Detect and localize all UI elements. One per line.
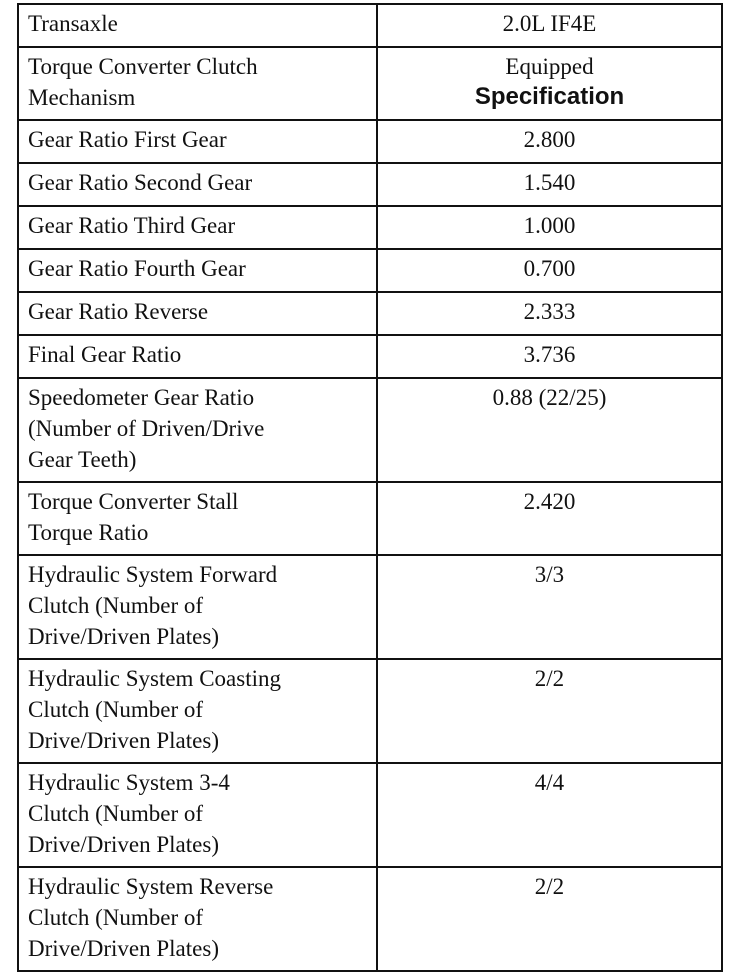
label-line: Torque Ratio <box>28 520 149 545</box>
label-line: Torque Converter Clutch <box>28 54 258 79</box>
label-line: Transaxle <box>28 11 118 36</box>
table-row <box>18 206 722 249</box>
label-line: Drive/Driven Plates) <box>28 728 219 753</box>
label-cell <box>18 482 377 555</box>
table-row <box>18 249 722 292</box>
value-line: 3.736 <box>523 342 576 367</box>
label-cell <box>18 249 377 292</box>
label-line: Speedometer Gear Ratio <box>28 385 255 410</box>
label-line: Clutch (Number of <box>28 593 204 618</box>
value-cell <box>377 47 722 120</box>
label-line: Hydraulic System Coasting <box>28 666 281 691</box>
label-cell <box>18 4 377 47</box>
table-row <box>18 555 722 659</box>
table-row <box>18 763 722 867</box>
label-line: Drive/Driven Plates) <box>28 832 219 857</box>
value-line: 2.800 <box>523 127 576 152</box>
value-line: 4/4 <box>534 770 565 795</box>
table-row <box>18 4 722 47</box>
label-line: Gear Ratio Third Gear <box>28 213 236 238</box>
specification-heading: Specification <box>474 83 625 110</box>
value-cell <box>377 378 722 482</box>
label-line: Mechanism <box>28 85 136 110</box>
table-row <box>18 335 722 378</box>
value-line: 2.333 <box>523 299 576 324</box>
label-cell <box>18 555 377 659</box>
value-line: 2.420 <box>523 489 576 514</box>
value-line: 2.0L IF4E <box>502 11 597 36</box>
table-row <box>18 378 722 482</box>
value-cell <box>377 867 722 971</box>
value-line: 1.000 <box>523 213 576 238</box>
table-row <box>18 292 722 335</box>
table-row <box>18 867 722 971</box>
label-line: Drive/Driven Plates) <box>28 936 219 961</box>
transaxle-spec-table <box>17 3 723 972</box>
label-line: Final Gear Ratio <box>28 342 182 367</box>
value-cell <box>377 120 722 163</box>
label-line: Drive/Driven Plates) <box>28 624 219 649</box>
label-line: Hydraulic System Reverse <box>28 874 274 899</box>
label-cell <box>18 763 377 867</box>
label-cell <box>18 47 377 120</box>
label-cell <box>18 292 377 335</box>
table-row <box>18 659 722 763</box>
value-cell <box>377 163 722 206</box>
value-cell <box>377 555 722 659</box>
label-cell <box>18 378 377 482</box>
label-line: Hydraulic System Forward <box>28 562 278 587</box>
label-cell <box>18 120 377 163</box>
label-line: Clutch (Number of <box>28 801 204 826</box>
label-cell <box>18 867 377 971</box>
table-row <box>18 163 722 206</box>
value-line: 1.540 <box>523 170 576 195</box>
value-line: 0.700 <box>523 256 576 281</box>
label-line: (Number of Driven/Drive <box>28 416 265 441</box>
value-cell <box>377 335 722 378</box>
value-cell <box>377 206 722 249</box>
value-cell <box>377 482 722 555</box>
label-line: Torque Converter Stall <box>28 489 239 514</box>
label-line: Gear Ratio Reverse <box>28 299 209 324</box>
label-line: Gear Ratio First Gear <box>28 127 227 152</box>
value-cell <box>377 659 722 763</box>
label-line: Hydraulic System 3-4 <box>28 770 230 795</box>
label-line: Clutch (Number of <box>28 905 204 930</box>
table-row <box>18 47 722 120</box>
label-cell <box>18 335 377 378</box>
value-line: 2/2 <box>534 874 565 899</box>
value-cell <box>377 4 722 47</box>
value-cell <box>377 292 722 335</box>
value-cell <box>377 763 722 867</box>
value-cell <box>377 249 722 292</box>
label-cell <box>18 163 377 206</box>
value-line: 2/2 <box>534 666 565 691</box>
label-cell <box>18 206 377 249</box>
label-line: Clutch (Number of <box>28 697 204 722</box>
table-row <box>18 120 722 163</box>
label-line: Gear Ratio Second Gear <box>28 170 253 195</box>
table-row <box>18 482 722 555</box>
label-line: Gear Ratio Fourth Gear <box>28 256 246 281</box>
value-line: Equipped <box>505 54 594 79</box>
label-line: Gear Teeth) <box>28 447 137 472</box>
label-cell <box>18 659 377 763</box>
value-line: 3/3 <box>534 562 565 587</box>
value-line: 0.88 (22/25) <box>492 385 607 410</box>
